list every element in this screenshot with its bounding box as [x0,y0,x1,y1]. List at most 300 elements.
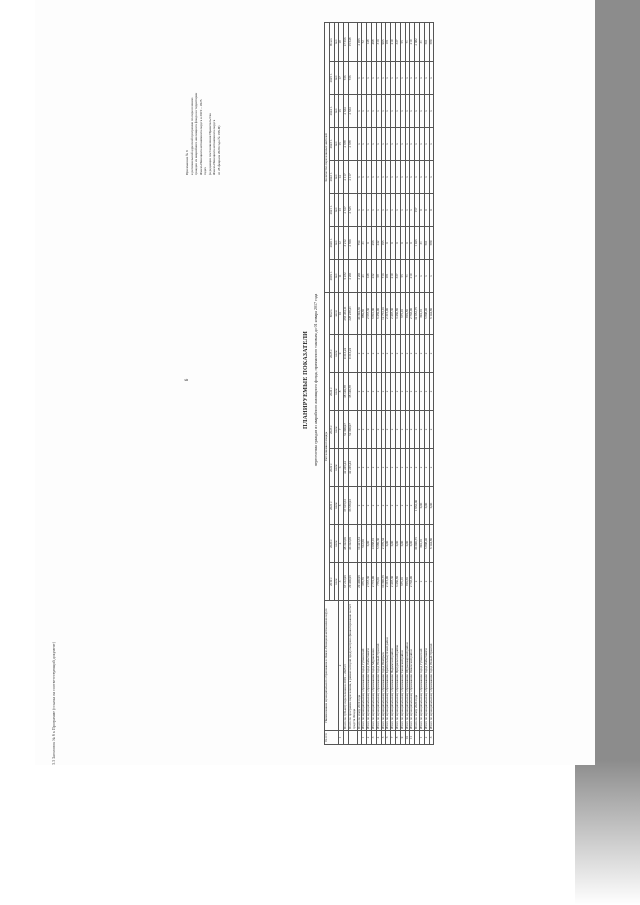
area-value-cell: x [429,373,434,411]
area-value-cell: x [405,449,410,487]
area-value-cell: 52 399,97 [348,411,357,449]
area-value-cell: x [376,373,381,411]
area-value-cell: x [395,449,400,487]
people-value-cell: 181 [386,22,391,61]
area-value-cell: 6 144,80 [429,292,434,334]
people-value-cell: 0 [424,193,429,226]
people-value-cell: 337 [395,259,400,292]
year-header: 2024 г. [329,94,334,127]
people-value-cell: x [400,160,405,193]
col-number: 13 [339,193,344,226]
area-value-cell: 0,00 [410,525,415,563]
people-value-cell: x [395,61,400,94]
municipality-name-cell: Итого по муниципальному образованию город Лабытнанги [367,601,372,731]
unit-header: чел [334,61,339,94]
people-value-cell: x [400,127,405,160]
people-value-cell: x [376,94,381,127]
area-value-cell: x [362,335,367,373]
area-value-cell: 1 962,00 [415,487,420,525]
people-value-cell: 736 [344,61,349,94]
row-number-cell: 8 [395,731,400,745]
people-value-cell: x [410,160,415,193]
people-value-cell: x [405,94,410,127]
people-value-cell: 195 [381,226,386,259]
unit-header: чел [334,127,339,160]
people-value-cell: x [419,61,424,94]
area-value-cell: x [415,449,420,487]
col-number: 6 [339,449,344,487]
area-value-cell: 0,00 [400,525,405,563]
people-value-cell: x [381,127,386,160]
row-number-cell: 3 [429,731,434,745]
col-number: 17 [339,61,344,94]
area-value-cell: 2 667,30 [367,563,372,601]
area-value-cell: x [410,411,415,449]
area-value-cell: 36 556,93 [348,487,357,525]
people-value-cell: 232 [371,259,376,292]
row-number-cell: 11 [410,731,415,745]
people-value-cell: x [419,94,424,127]
people-value-cell: x [424,160,429,193]
people-value-cell: x [415,127,420,160]
area-value-cell: 0,00 [391,525,396,563]
col-number: 15 [339,127,344,160]
people-value-cell: x [429,259,434,292]
people-value-cell: x [429,127,434,160]
appendix-line: Ямало-Ненецкого автономного округа [212,119,216,175]
area-value-cell: 819,50 [405,563,410,601]
year-header: 2025 г. [329,61,334,94]
area-value-cell: x [395,411,400,449]
area-value-cell: x [367,487,372,525]
area-value-cell: x [419,563,424,601]
area-value-cell: 394,10 [419,292,424,334]
area-value-cell: x [400,335,405,373]
area-value-cell: x [424,411,429,449]
area-value-cell: x [415,335,420,373]
people-value-cell: x [367,160,372,193]
people-value-cell: x [429,61,434,94]
people-value-cell: x [415,61,420,94]
people-value-cell: x [400,61,405,94]
people-value-cell: 310 [376,22,381,61]
people-value-cell: x [367,94,372,127]
people-value-cell: 242 [376,226,381,259]
people-value-cell: 181 [386,259,391,292]
table-row [429,22,434,744]
people-value-cell: x [405,127,410,160]
row-number-cell: 1 [362,731,367,745]
col-name-header: Наименование муниципального образования в Ямало-Ненецком автономном округе [325,601,339,731]
people-value-cell: 148 [367,259,372,292]
people-value-cell: 337 [395,22,400,61]
area-value-cell: x [429,335,434,373]
area-value-cell: 889,30 [362,292,367,334]
area-value-cell: 3 460,80 [395,563,400,601]
col-number: 7 [339,411,344,449]
people-value-cell: x [419,160,424,193]
area-value-cell: x [362,449,367,487]
appendix-line: от 28 февраля 2020 года № 188-П) [216,125,221,175]
people-value-cell: 219 [391,22,396,61]
municipality-name-cell: Итого по муниципальному образованию Ямальский район [410,601,415,731]
people-value-cell: x [400,193,405,226]
area-value-cell: x [367,449,372,487]
row-number-cell: 10 [405,731,410,745]
people-value-cell: x [391,127,396,160]
row-number-cell: 4 [376,731,381,745]
year-header: 2025 г. [329,335,334,373]
year-header: 2022 г. [329,160,334,193]
area-value-cell: 2 407,30 [391,292,396,334]
area-value-cell: x [410,373,415,411]
municipality-name-cell: Итого по муниципальному образованию Красноселькупский район [386,601,391,731]
area-value-cell: 40 322,09 [348,525,357,563]
people-value-cell: x [395,193,400,226]
people-value-cell: x [419,259,424,292]
unit-header: кв.м [334,292,339,334]
area-value-cell: x [371,411,376,449]
area-value-cell: x [362,411,367,449]
people-value-cell: 905 [381,22,386,61]
area-value-cell: 819,50 [405,292,410,334]
year-header: 2020 г. [329,525,334,563]
people-value-cell: x [357,193,362,226]
total-header: Всего [329,22,334,61]
area-value-cell: x [386,373,391,411]
people-value-cell: 219 [391,259,396,292]
unit-header: кв.м [334,449,339,487]
col-number: 16 [339,94,344,127]
unit-header: чел [334,259,339,292]
table-row [348,22,357,744]
people-value-cell: 55 [400,259,405,292]
area-value-cell: x [419,335,424,373]
year-header: 2019 г. [329,563,334,601]
area-value-cell: x [424,449,429,487]
year-header: 2020 г. [329,226,334,259]
area-value-cell: x [362,487,367,525]
area-value-cell: 2 315,90 [386,292,391,334]
area-value-cell: x [424,335,429,373]
people-value-cell: x [415,160,420,193]
area-value-cell: x [391,335,396,373]
unit-header: кв.м [334,525,339,563]
area-value-cell: x [400,411,405,449]
area-value-cell: 9 313,24 [348,335,357,373]
people-value-cell: 589 [429,22,434,61]
people-value-cell: 5 472 [344,259,349,292]
row-number-cell: 1 [419,731,424,745]
people-value-cell: 710 [381,259,386,292]
area-value-cell: x [391,411,396,449]
area-value-cell: x [410,449,415,487]
area-value-cell: x [357,487,362,525]
people-value-cell: 1 925 [415,226,420,259]
people-value-cell: 2 634 [344,94,349,127]
people-value-cell: 0 [386,226,391,259]
people-value-cell: x [391,193,396,226]
year-header: 2021 г. [329,487,334,525]
area-value-cell: x [367,335,372,373]
people-value-cell: x [362,61,367,94]
people-value-cell: x [371,61,376,94]
people-value-cell: 157 [415,193,420,226]
area-value-cell: 30 090,75 [415,525,420,563]
people-value-cell: 754 [357,226,362,259]
people-value-cell: x [357,94,362,127]
people-value-cell: 589 [429,226,434,259]
col-number: 9 [339,335,344,373]
people-value-cell: x [386,160,391,193]
people-value-cell: x [362,94,367,127]
col-number: 12 [339,226,344,259]
municipality-name-cell: Итого по муниципальному образованию Надымский район [391,601,396,731]
area-value-cell: x [376,487,381,525]
area-value-cell: x [371,373,376,411]
area-value-cell: x [395,373,400,411]
people-value-cell: 2 117 [344,160,349,193]
area-value-cell: x [410,487,415,525]
people-value-cell: x [429,94,434,127]
area-value-cell: x [405,335,410,373]
people-value-cell: x [376,127,381,160]
area-value-cell: 255 454,11 [344,292,349,334]
area-value-cell: 675,10 [400,292,405,334]
people-value-cell: 2 634 [348,94,357,127]
unit-header: чел [334,226,339,259]
area-value-cell: 52 399,97 [344,411,349,449]
people-value-cell: x [405,61,410,94]
people-value-cell: 266 [371,226,376,259]
area-value-cell: x [381,411,386,449]
area-value-cell: x [391,487,396,525]
people-value-cell: 71 [405,22,410,61]
people-value-cell: 41 [362,259,367,292]
area-value-cell: 67 212,96 [344,563,349,601]
row-number-cell: 9 [400,731,405,745]
municipality-name-cell: Итого по муниципальному образованию город Новый Уренгой [376,601,381,731]
appendix-line: граждан из аварийного жилищного фонда на территории [194,92,198,175]
col-number: 3 [339,563,344,601]
people-value-cell: 498 [371,22,376,61]
area-value-cell: 42 245,44 [348,449,357,487]
people-value-cell: x [405,160,410,193]
people-value-cell: x [357,127,362,160]
group-area-header: Расселяемая площадь [325,292,330,600]
people-value-cell: x [371,193,376,226]
people-value-cell: x [410,127,415,160]
area-value-cell: 5 680,30 [376,525,381,563]
area-value-cell: x [395,335,400,373]
appendix-line: (в редакции постановления Правительства [207,113,212,175]
people-value-cell: 2 117 [348,160,357,193]
area-value-cell: 6 459,90 [376,292,381,334]
indicators-table [324,22,434,745]
col-number: 5 [339,487,344,525]
area-value-cell: x [357,373,362,411]
municipality-name-cell: Итого по муниципальному образованию Шурышкарский район [405,601,410,731]
area-value-cell: x [419,449,424,487]
area-value-cell: 5 808,40 [424,292,429,334]
unit-header: кв.м [334,373,339,411]
unit-header: кв.м [334,487,339,525]
unit-header: кв.м [334,411,339,449]
area-value-cell: 0,00 [419,487,424,525]
people-value-cell: x [371,127,376,160]
area-value-cell: x [381,373,386,411]
people-value-cell: x [381,193,386,226]
row-number-cell: 3 [371,731,376,745]
area-value-cell: x [367,411,372,449]
municipality-name-cell: Итого по муниципальному образованию Тазовский район [400,601,405,731]
area-value-cell: 0,00 [405,525,410,563]
area-value-cell: x [415,563,420,601]
people-value-cell: 148 [367,22,372,61]
area-value-cell: x [410,335,415,373]
municipality-name-cell: Всего по программе переселения, в рамках которой предусмотрено финансирование за счет средств Фонда [348,601,357,731]
year-header: 2023 г. [329,411,334,449]
scan-shadow-fade [575,760,640,905]
area-value-cell: 2 370,34 [381,525,386,563]
appendix-line: Ямало-Ненецкого автономного округа в 2019 – 2025 [198,99,203,175]
people-value-cell: x [391,94,396,127]
municipality-name-cell: Итого по муниципальному образованию город Ноябрьск [381,601,386,731]
people-value-cell: x [376,160,381,193]
area-value-cell: 6 144,80 [429,525,434,563]
year-header: 2022 г. [329,449,334,487]
area-value-cell: x [405,373,410,411]
people-value-cell: 15 648 [348,22,357,61]
area-value-cell: x [362,373,367,411]
area-value-cell: 0,00 [367,525,372,563]
unit-header: кв.м [334,335,339,373]
people-value-cell: x [386,94,391,127]
area-value-cell: x [405,487,410,525]
col-number: 18 [339,22,344,61]
area-value-cell: 2 703,90 [410,292,415,334]
document-subtitle: переселения граждан из аварийного жилищного фонда, признанного таковым до 01 января 2017 года [313,293,318,467]
area-value-cell: x [357,449,362,487]
area-value-cell: 0,00 [424,487,429,525]
row-number-cell [348,731,357,745]
people-value-cell: x [357,61,362,94]
area-value-cell: 0,00 [429,487,434,525]
area-value-cell: x [424,373,429,411]
people-value-cell: x [381,160,386,193]
people-value-cell: 0 [391,226,396,259]
people-value-cell: 2 082 [415,22,420,61]
people-value-cell: x [362,127,367,160]
area-value-cell: 32 052,75 [415,292,420,334]
area-value-cell: x [419,411,424,449]
area-value-cell: 2 407,30 [391,563,396,601]
area-value-cell: 48 322,09 [344,525,349,563]
municipality-name-cell: Всего по этапу 2020 года [415,601,420,731]
area-value-cell: x [357,335,362,373]
unit-header: чел [334,94,339,127]
municipality-name-cell: Всего по этапу 2019 года [357,601,362,731]
area-value-cell: 2 703,90 [410,563,415,601]
people-value-cell: x [362,193,367,226]
municipality-name-cell: Итого по муниципальному образованию город Новый Уренгой [429,601,434,731]
row-number-cell: 5 [381,731,386,745]
people-value-cell: x [395,127,400,160]
municipality-name-cell: Итого по муниципальному образованию Приуральский район [395,601,400,731]
area-value-cell: 37 615,63 [344,487,349,525]
area-value-cell: x [376,449,381,487]
people-value-cell: x [371,160,376,193]
people-value-cell: 68 [376,259,381,292]
people-value-cell: 0 [405,226,410,259]
area-value-cell: 29 409,96 [348,563,357,601]
unit-header: кв.м [334,563,339,601]
year-header: 2023 г. [329,127,334,160]
area-value-cell: x [400,487,405,525]
area-value-cell: x [371,449,376,487]
municipality-name-cell: Всего по субъекту переселения в 2019 – 2025 гг. [344,601,349,731]
people-value-cell: x [376,61,381,94]
appendix-line: годах [203,167,207,175]
people-value-cell: x [415,94,420,127]
area-value-cell: 0,00 [395,525,400,563]
people-value-cell: x [415,259,420,292]
people-value-cell: 0 [419,193,424,226]
people-value-cell: 2 378 [348,127,357,160]
area-value-cell: x [371,335,376,373]
people-value-cell: x [386,127,391,160]
col-no-header: № п/п [325,731,339,745]
area-value-cell: 228 238,41 [348,292,357,334]
people-value-cell: 3 212 [344,226,349,259]
people-value-cell: x [395,160,400,193]
area-value-cell: x [395,487,400,525]
people-value-cell: 219 [410,259,415,292]
area-value-cell: 394,10 [419,525,424,563]
municipality-name-cell: Итого по муниципальному образованию город Муравленко [371,601,376,731]
people-value-cell: 31 [419,226,424,259]
unit-header: чел [334,193,339,226]
group-people-header: Количество переселяемых жителей [325,22,330,292]
people-value-cell: 2 617 [344,193,349,226]
people-value-cell: 72 [362,22,367,61]
area-value-cell: x [386,449,391,487]
people-value-cell: 17 566 [344,22,349,61]
people-value-cell: 0 [400,226,405,259]
municipality-name-cell: Итого по муниципальному образованию город Лабытнанги [424,601,429,731]
col-number: 8 [339,373,344,411]
people-value-cell: x [367,61,372,94]
unit-header: чел [334,160,339,193]
people-value-cell: x [371,94,376,127]
area-value-cell: 2 315,90 [386,563,391,601]
people-value-cell: x [395,94,400,127]
area-value-cell: x [405,411,410,449]
area-value-cell: 0,00 [386,525,391,563]
page-number: 6 [185,378,190,382]
col-number: 11 [339,259,344,292]
area-value-cell: x [415,373,420,411]
people-value-cell: x [386,193,391,226]
total-header: Всего [329,292,334,334]
people-value-cell: x [357,160,362,193]
rotated-document-page [35,0,595,765]
area-value-cell: 10 390,76 [381,563,386,601]
people-value-cell: x [381,61,386,94]
area-value-cell: 6 841,00 [371,292,376,334]
people-value-cell: x [391,61,396,94]
col-number: 4 [339,525,344,563]
